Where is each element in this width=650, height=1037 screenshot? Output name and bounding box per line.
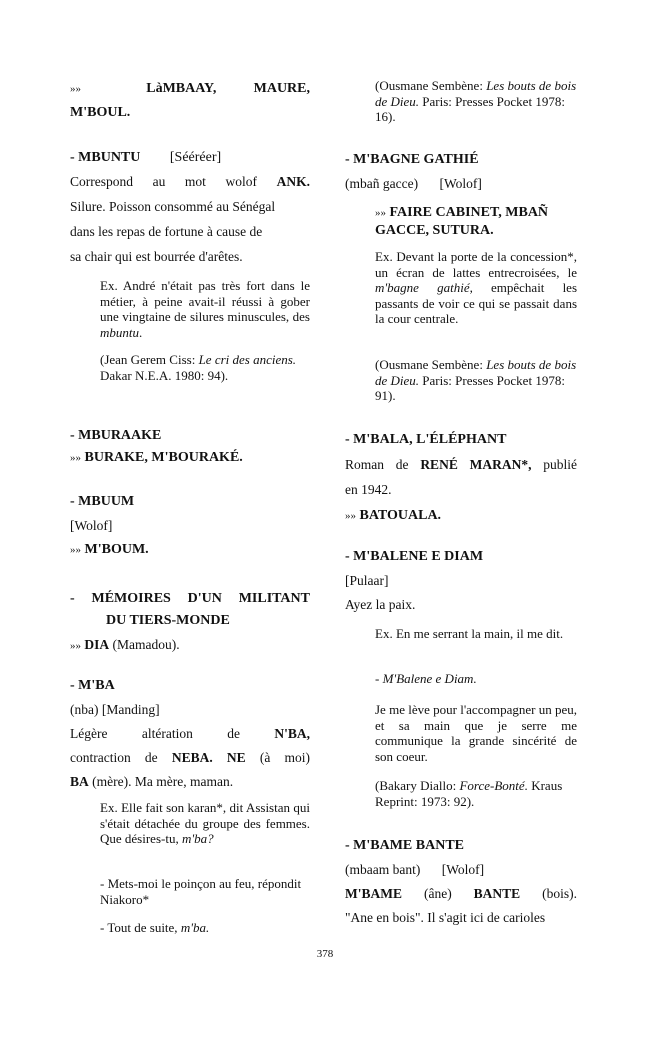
- entry-memoires: - MÉMOIRES D'UN MILITANT DU TIERS-MONDE »» DIA (Mamadou).: [70, 591, 310, 652]
- crossref-link[interactable]: BATOUALA.: [359, 508, 442, 523]
- example-mba: Ex. Elle fait son karan*, dit Assistan qui s'était détachée du groupe des femmes. Que désires-tu, m'ba?: [100, 800, 310, 847]
- crossref-link[interactable]: M'BOUM.: [84, 542, 149, 557]
- citation-mbagne: (Ousmane Sembène: Les bouts de bois de Dieu. Paris: Presses Pocket 1978: 91).: [375, 357, 577, 404]
- entry-mbala: - M'BALA, L'ÉLÉPHANT Roman de RENÉ MARAN*, publié en 1942. »» BATOUALA.: [345, 432, 577, 523]
- entry-mbame: - M'BAME BANTE (mbaam bant) [Wolof] M'BAME (âne) BANTE (bois). "Ane en bois". Il s'agit ici de carioles: [345, 838, 578, 925]
- entry-mbalene: - M'BALENE E DIAM [Pulaar] Ayez la paix.: [345, 549, 484, 612]
- page-number: 378: [316, 948, 334, 960]
- headword: - MBUNTU: [70, 150, 141, 165]
- entry-mburaake: - MBURAAKE »» BURAKE, M'BOURAKÉ.: [70, 428, 243, 465]
- example-mbalene-2: - M'Balene e Diam.: [375, 671, 477, 686]
- entry-mbagne: - M'BAGNE GATHIÉ (mbañ gacce) [Wolof]: [345, 152, 482, 191]
- citation-top: (Ousmane Sembène: Les bouts de bois de Dieu. Paris: Presses Pocket 1978: 16).: [375, 78, 577, 125]
- entry-lambaay-ref: »» LàMBAAY, MAURE, M'BOUL.: [70, 76, 310, 124]
- example-mba-2: - Mets-moi le poinçon au feu, répondit Niakoro*: [100, 876, 302, 907]
- example-mbalene-3: Je me lève pour l'accompagner un peu, et sa main que je serre me communique la grande sincérité de son coeur.: [375, 702, 577, 764]
- citation-mbuntu: (Jean Gerem Ciss: Le cri des anciens. Dakar N.E.A. 1980: 94).: [100, 352, 297, 383]
- crossref-mbagne: »» FAIRE CABINET, MBAÑ GACCE, SUTURA.: [375, 205, 549, 238]
- crossref-link[interactable]: BURAKE, M'BOURAKÉ.: [84, 450, 243, 465]
- citation-mbalene: (Bakary Diallo: Force-Bonté. Kraus Reprint: 1973: 92).: [375, 778, 563, 809]
- example-mbuntu: Ex. André n'était pas très fort dans le métier, à peine avait-il réussi à gober une vingtaine de silures minuscules, des mbuntu.: [100, 278, 310, 340]
- example-mbalene: Ex. En me serrant la main, il me dit.: [375, 626, 564, 641]
- example-mbagne: Ex. Devant la porte de la concession*, un écran de lattes entrecroisées, le m'bagne gathié, empêchait les passants de voir ce qui se passait dans la cour centrale.: [375, 249, 578, 327]
- crossref-link[interactable]: FAIRE CABINET, MBAÑ GACCE, SUTURA.: [375, 205, 549, 238]
- entry-mba: - M'BA (nba) [Manding] Légère altération de N'BA, contraction de NEBA. NE (à moi) BA (mère). Ma mère, maman.: [70, 678, 311, 789]
- language-tag: [Sééréer]: [169, 150, 222, 165]
- crossref-link[interactable]: DIA: [84, 637, 110, 652]
- example-mba-3: - Tout de suite, m'ba.: [100, 920, 210, 935]
- entry-mbuum: - MBUUM [Wolof] »» M'BOUM.: [70, 494, 149, 557]
- crossref-link[interactable]: M'BOUL.: [70, 105, 131, 120]
- entry-mbuntu: - MBUNTU [Sééréer] Correspond au mot wolof ANK. Silure. Poisson consommé au Sénégal dans les repas de fortune à cause de sa chair qui est bourrée d'arêtes.: [70, 150, 311, 264]
